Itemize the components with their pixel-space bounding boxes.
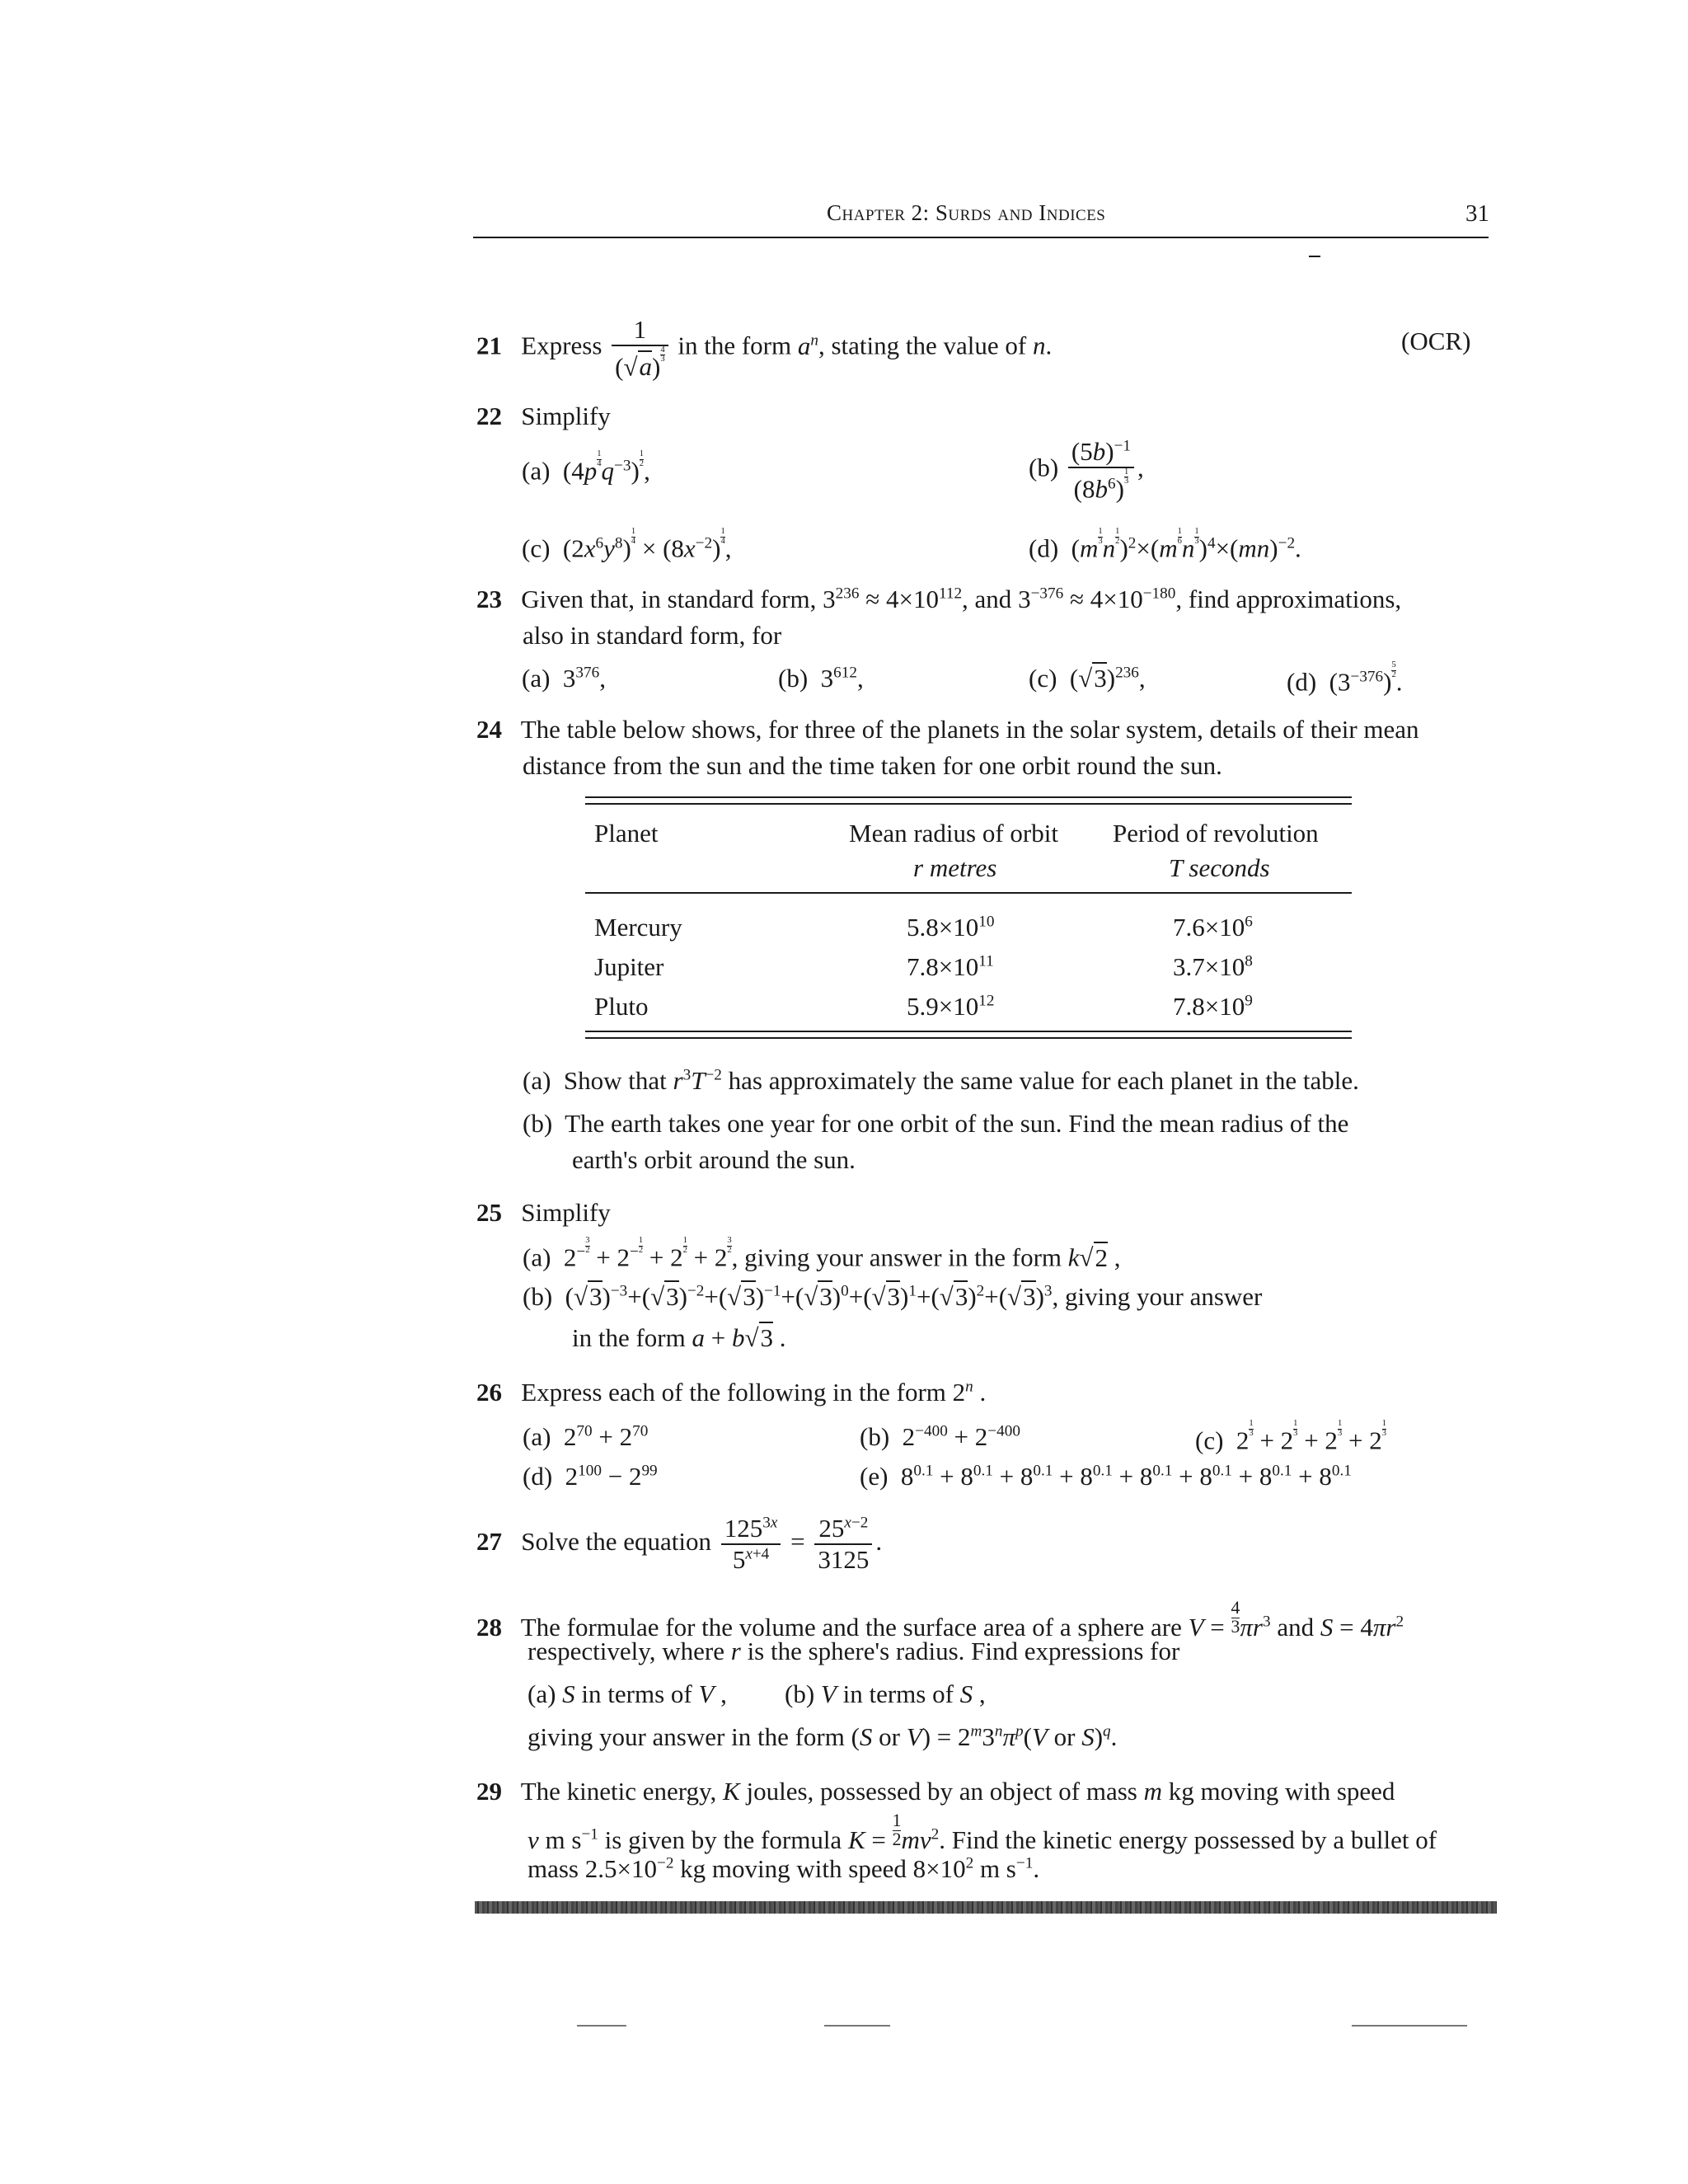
source-label: (OCR) <box>1401 326 1471 355</box>
part-26b: (b) $2^{-400} + 2^{-400}$ <box>860 1422 1020 1451</box>
problem-23-line2: also in standard form, for <box>523 621 782 650</box>
numerator: 1 <box>633 315 647 344</box>
table-cell: $5.9\times 10^{12}$ <box>907 992 995 1021</box>
part-22a: (a) (4p $^{\frac{1}{4}}$ $q^{-3}$) $^{\frac{1}{2}}$ , <box>522 449 650 486</box>
problem-29: 29 The kinetic energy, K joules, possessed by an object of mass m kg moving with speed <box>476 1777 1395 1806</box>
problem-28-line4: giving your answer in the form (S or $V) = 2^m3^n\pi^p(V$ or S)$^q$. <box>528 1722 1118 1751</box>
problem-28-line2: respectively, where r is the sphere's radius. Find expressions for <box>528 1637 1180 1665</box>
problem-text: Express <box>521 331 603 360</box>
part-22d: (d) (m $^{\frac{1}{3}}$ n $^{\frac{1}{2}}$ )$^2$×(m $^{\frac{1}{6}}$ n $^{\frac{1}{3}}$ )$^4$×(mn)$^{-2}$. <box>1029 527 1301 563</box>
table-cell: $7.8\times 10^{11}$ <box>907 952 994 981</box>
part-25b-line2: in the form a + b√3 . <box>572 1323 786 1352</box>
part-26a: (a) $2^{70} + 2^{70}$ <box>523 1422 649 1451</box>
table-rule-bottom <box>585 1031 1352 1032</box>
part-28b: (b) V in terms of S , <box>785 1679 986 1708</box>
part-28a: (a) S in terms of V , <box>528 1679 727 1708</box>
table-cell: $7.8\times 10^9$ <box>1173 992 1253 1021</box>
part-24b-line2: earth's orbit around the sun. <box>572 1145 856 1174</box>
part-26d: (d) $2^{100} - 2^{99}$ <box>523 1462 658 1491</box>
table-rule-top <box>585 796 1352 798</box>
problem-24-line2: distance from the sun and the time taken for one orbit round the sun. <box>523 751 1222 780</box>
problem-24: 24 The table below shows, for three of the planets in the solar system, details of their mean <box>476 715 1419 744</box>
problem-number: 29 <box>476 1777 502 1806</box>
problem-number: 23 <box>476 585 502 613</box>
table-row: Jupiter <box>594 952 664 981</box>
problem-number: 28 <box>476 1613 502 1642</box>
part-25b: (b) $(√3)^{-3}+(√3)^{-2}+(√3)^{-1}+(√3)^0+(√3)^1+(√3)^2+(√3)^3$, giving your answer <box>523 1282 1263 1311</box>
problem-text: Simplify <box>521 402 611 430</box>
chapter-title: Chapter 2: Surds and Indices <box>827 200 1106 225</box>
table-header-radius: Mean radius of orbit <box>849 819 1058 848</box>
table-row: Pluto <box>594 992 649 1021</box>
problem-number: 25 <box>476 1198 502 1227</box>
table-cell: $5.8\times 10^{10}$ <box>907 913 995 942</box>
footer-bar <box>475 1901 1497 1914</box>
problem-27: 27 Solve the equation $\frac{125^{3x}}{5^{x+4}}$ = $\frac{25^{x-2}}{3125}$ . <box>476 1514 883 1574</box>
header-tick <box>1309 256 1320 257</box>
table-header-period: Period of revolution <box>1113 819 1319 848</box>
part-23d: (d) $(3^{-376})$ $^{\frac{5}{2}}$ . <box>1287 660 1403 697</box>
part-24b: (b) The earth takes one year for one orbit of the sun. Find the mean radius of the <box>523 1109 1349 1138</box>
table-cell: $3.7\times 10^8$ <box>1173 952 1253 981</box>
problem-number: 22 <box>476 402 502 430</box>
problem-number: 21 <box>476 331 502 360</box>
problem-25: 25 Simplify <box>476 1198 611 1227</box>
problem-number: 24 <box>476 715 502 744</box>
page-number: 31 <box>1465 200 1489 227</box>
problem-21: 21 Express 1 (√a) $^{\frac{4}{3}}$ in the form $a^n$, stating the value of n. <box>476 315 1053 382</box>
part-26c: (c) 2 $^{\frac{1}{3}}$ + 2 $^{\frac{1}{3}}$ + 2 $^{\frac{1}{3}}$ + 2 $^{\frac{1}{3}}$ <box>1195 1419 1386 1455</box>
problem-29-line2: v m $s^{-1}$ is given by the formula K = $\frac{1}{2}$ $mv^2$. Find the kinetic energy possessed by a bullet of <box>528 1811 1437 1855</box>
part-22c: (c) $(2x^6y^8)$ $^{\frac{1}{4}}$ × $(8x^{-2})$ $^{\frac{1}{4}}$ , <box>522 527 732 563</box>
table-rule-top <box>585 803 1352 805</box>
table-header-planet: Planet <box>594 819 659 848</box>
problem-29-line3: mass $2.5\times 10^{-2}$ kg moving with speed $8\times 10^2$ m $s^{-1}$. <box>528 1854 1040 1883</box>
scan-speck <box>577 2025 626 2027</box>
table-cell: $7.6\times 10^6$ <box>1173 913 1253 942</box>
problem-23: 23 Given that, in standard form, $3^{236} \approx 4\times 10^{112}$, and $3^{-376} \approx 4\times 10^{-180}$, find approximations, <box>476 585 1402 613</box>
part-24a: (a) Show that $r^3T^{-2}$ has approximately the same value for each planet in the table. <box>523 1066 1359 1095</box>
scan-speck <box>824 2025 890 2027</box>
table-rule-mid <box>585 892 1352 894</box>
problem-text: in the form <box>678 331 792 360</box>
scan-speck <box>1352 2025 1467 2027</box>
fraction: 1 (√a) $^{\frac{4}{3}}$ <box>612 315 668 382</box>
problem-number: 27 <box>476 1526 502 1556</box>
problem-22 <box>476 399 611 434</box>
problem-26: 26 Express each of the following in the form 2$^n$ . <box>476 1378 987 1407</box>
table-subheader-radius: r metres <box>913 853 997 882</box>
header-rule <box>473 237 1489 238</box>
table-row: Mercury <box>594 913 682 942</box>
part-22b: (b) $(5b)^{-1}$ $(8b^6)$ $^{\frac{1}{3}}$ , <box>1029 437 1144 504</box>
part-26e: (e) $8^{0.1} + 8^{0.1} + 8^{0.1} + 8^{0.1} + 8^{0.1} + 8^{0.1} + 8^{0.1} + 8^{0.1}$ <box>860 1462 1352 1491</box>
problem-28: 28 The formulae for the volume and the surface area of a sphere are V = $\frac{4}{3}$ $\pi r^3$ and $S = 4\pi r^2$ <box>476 1598 1404 1642</box>
part-23a: (a) $3^{376}$, <box>522 664 606 693</box>
problem-number: 26 <box>476 1378 502 1407</box>
table-rule-bottom <box>585 1037 1352 1039</box>
part-23c: (c) $(√3)^{236}$, <box>1029 664 1146 693</box>
table-subheader-period: T seconds <box>1169 853 1270 882</box>
part-23b: (b) $3^{612}$, <box>778 664 864 693</box>
part-25a: (a) $2^{- \frac{3}{2}}$ + $2^{- \frac{1}{2}}$ + 2 $^{\frac{1}{2}}$ + 2 $^{\frac{3}{2}}$ , giving your answer in the form k√2 , <box>523 1236 1121 1272</box>
